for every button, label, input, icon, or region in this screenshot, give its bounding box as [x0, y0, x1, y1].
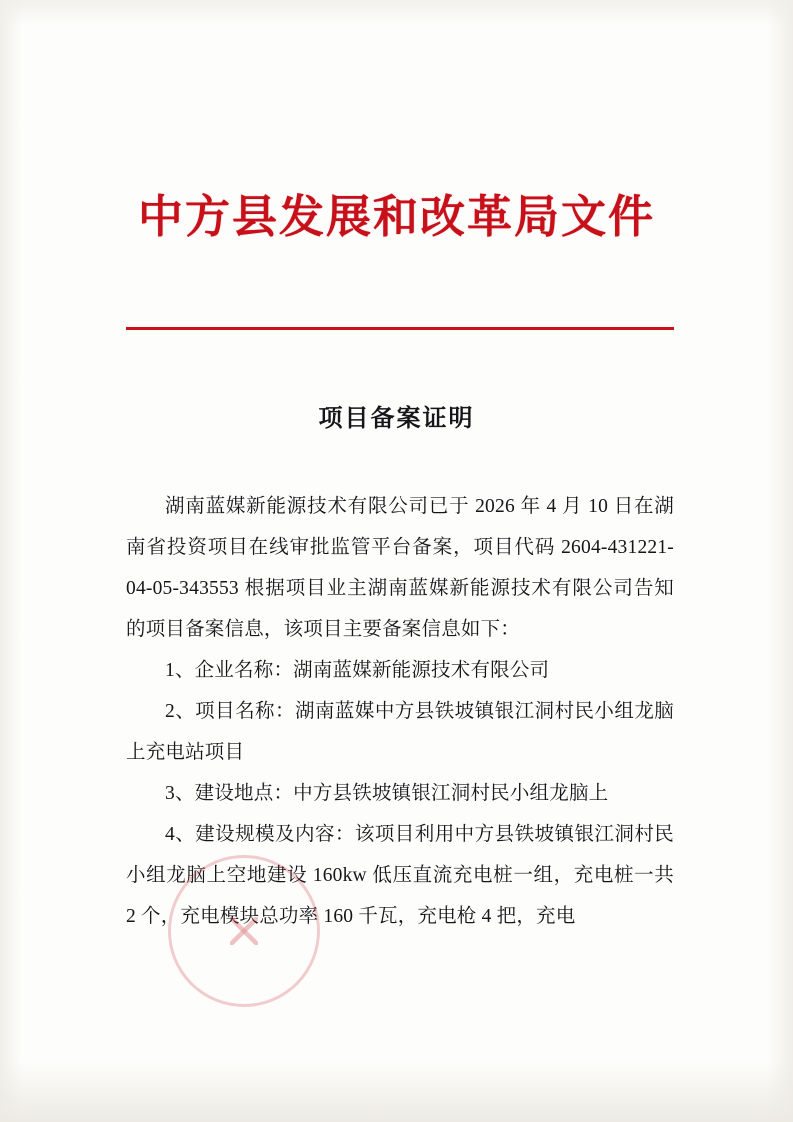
paragraph-intro: 湖南蓝媒新能源技术有限公司已于 2026 年 4 月 10 日在湖南省投资项目在线审批监管平台备案，项目代码 2604-431221-04-05-343553 根据项目业主湖南蓝媒新能源技术有限公司告知的项目备案信息，该项目主要备案信息如下： [126, 496, 674, 640]
certificate-title: 项目备案证明 [318, 406, 475, 432]
document-header-title: 中方县发展和改革局文件 [137, 192, 655, 242]
paragraph-location: 3、建设地点：中方县铁坡镇银江洞村民小组龙脑上 [165, 783, 609, 804]
paragraph-project-name: 2、项目名称：湖南蓝媒中方县铁坡镇银江洞村民小组龙脑上充电站项目 [126, 701, 674, 763]
paragraph-scale-and-content: 4、建设规模及内容：该项目利用中方县铁坡镇银江洞村民小组龙脑上空地建设 160kw 低压直流充电桩一组，充电桩一共 2 个，充电模块总功率 160 千瓦，充电枪 4 把，充电 [126, 824, 674, 927]
paragraph-company-name: 1、企业名称：湖南蓝媒新能源技术有限公司 [165, 660, 550, 681]
document-body [126, 486, 674, 937]
header-red-rule [126, 327, 674, 330]
